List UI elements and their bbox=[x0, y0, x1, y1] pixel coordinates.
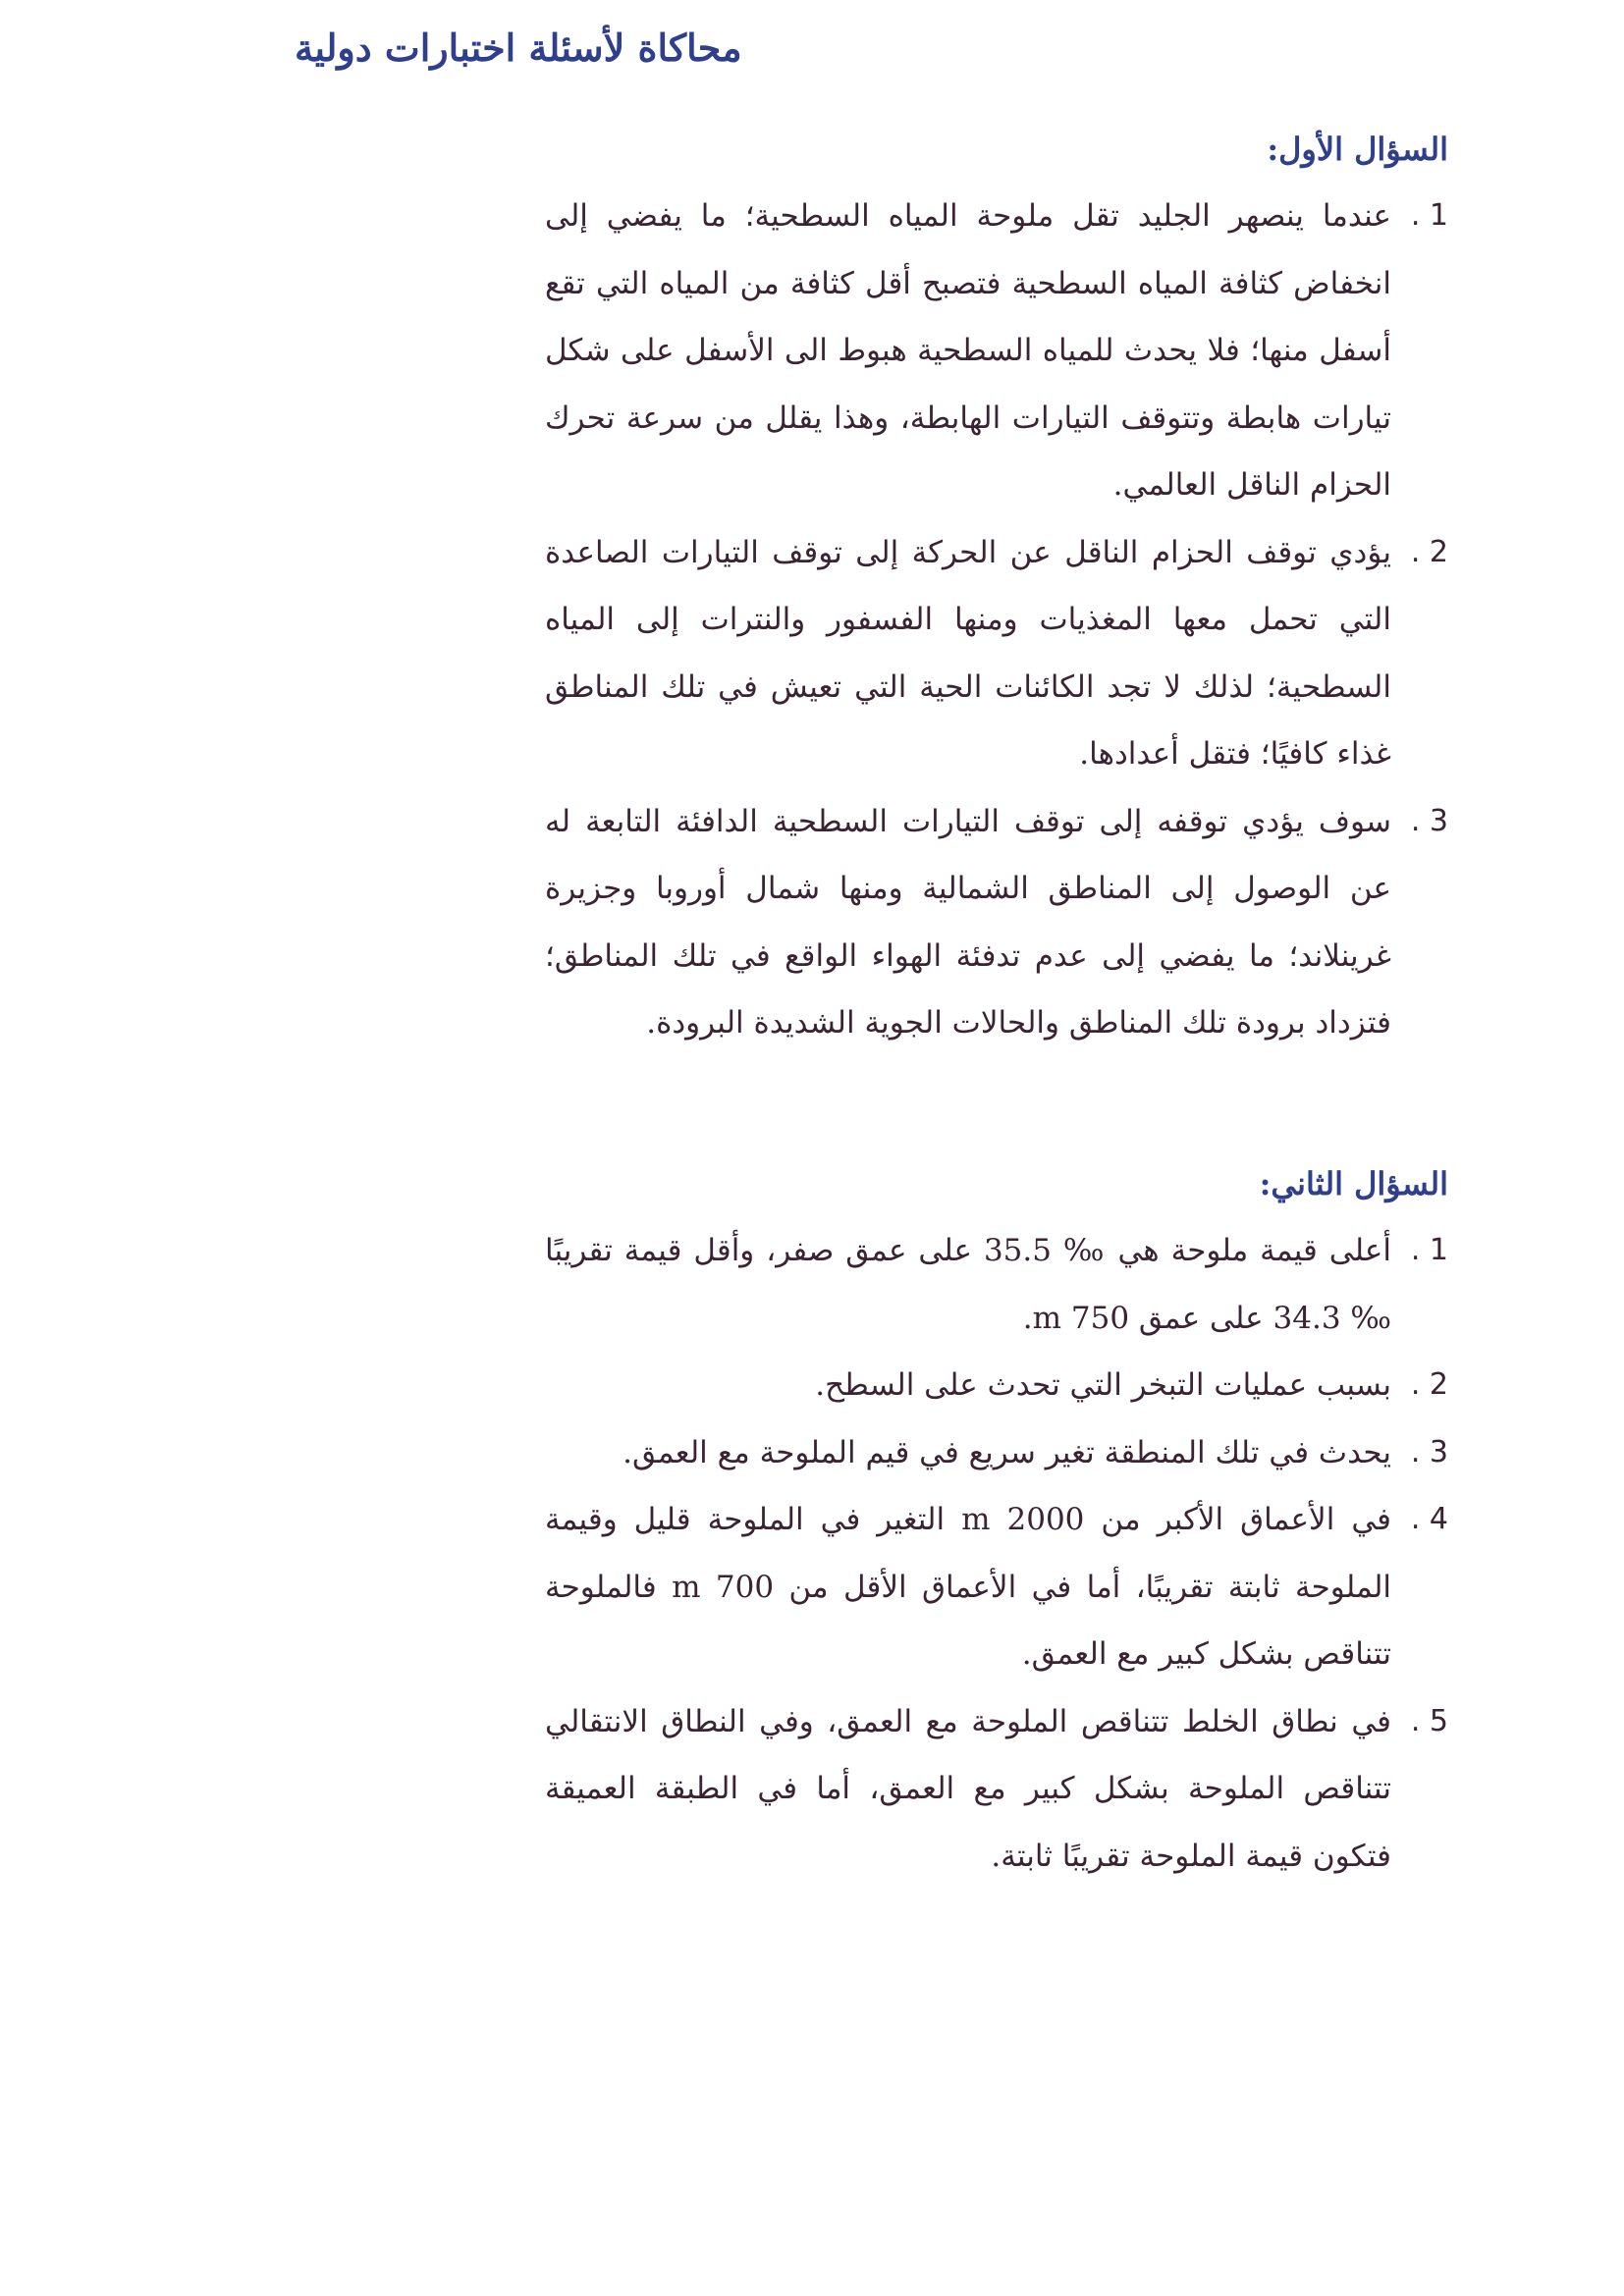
question-2-title: السؤال الثاني: bbox=[1259, 1165, 1448, 1202]
question-2-answer-1 bbox=[545, 1217, 1448, 1352]
answer-number: 5 . bbox=[1410, 1703, 1448, 1738]
answer-number: 3 . bbox=[1410, 803, 1448, 838]
answer-number: 2 . bbox=[1410, 1367, 1448, 1402]
question-2-answer-3 bbox=[545, 1419, 1448, 1487]
answer-number: 3 . bbox=[1410, 1434, 1448, 1469]
answer-number: 4 . bbox=[1410, 1502, 1448, 1536]
answer-number: 2 . bbox=[1410, 534, 1448, 569]
question-1-title: السؤال الأول: bbox=[1267, 131, 1448, 168]
question-1-section bbox=[545, 126, 1448, 1057]
answer-text: يؤدي توقف الحزام الناقل عن الحركة إلى توقف التيارات الصاعدة التي تحمل معها المغذيات ومنها الفسفور والنترات إلى المياه السطحية؛ لذلك لا تجد الكائنات الحية التي تعيش في تلك المناطق غذاء كافيًا؛ فتقل أعدادها. bbox=[545, 534, 1391, 772]
answer-number: 1 . bbox=[1410, 1233, 1448, 1267]
question-1-answer-1 bbox=[545, 183, 1448, 519]
question-2-answer-4 bbox=[545, 1486, 1448, 1688]
question-1-answer-3 bbox=[545, 788, 1448, 1057]
answer-text: أعلى قيمة ملوحة هي ‰ 35.5 على عمق صفر، وأقل قيمة تقريبًا ‰ 34.3 على عمق 750 m. bbox=[545, 1233, 1391, 1336]
answer-text: بسبب عمليات التبخر التي تحدث على السطح. bbox=[815, 1367, 1391, 1403]
answer-text: في نطاق الخلط تتناقص الملوحة مع العمق، وفي النطاق الانتقالي تتناقص الملوحة بشكل كبير مع العمق، أما في الطبقة العميقة فتكون قيمة الملوحة تقريبًا ثابتة. bbox=[545, 1703, 1391, 1874]
answer-text: في الأعماق الأكبر من 2000 m التغير في الملوحة قليل وقيمة الملوحة ثابتة تقريبًا، أما في الأعماق الأقل من 700 m فالملوحة تتناقص بشكل كبير مع العمق. bbox=[545, 1502, 1392, 1672]
answer-text: سوف يؤدي توقفه إلى توقف التيارات السطحية الدافئة التابعة له عن الوصول إلى المناطق الشمالية ومنها شمال أوروبا وجزيرة غرينلاند؛ ما يفضي إلى عدم تدفئة الهواء الواقع في تلك المناطق؛ فتزداد برودة تلك المناطق والحالات الجوية الشديدة البرودة. bbox=[545, 803, 1391, 1041]
answer-text: يحدث في تلك المنطقة تغير سريع في قيم الملوحة مع العمق. bbox=[623, 1434, 1391, 1470]
answer-number: 1 . bbox=[1410, 198, 1448, 233]
page-title bbox=[295, 26, 746, 70]
question-2-answer-5 bbox=[545, 1688, 1448, 1891]
question-2-answer-2 bbox=[545, 1352, 1448, 1419]
page-title-text: محاكاة لأسئلة اختبارات دولية bbox=[295, 26, 742, 70]
question-2-section bbox=[545, 1160, 1448, 1890]
answer-text: عندما ينصهر الجليد تقل ملوحة المياه السطحية؛ ما يفضي إلى انخفاض كثافة المياه السطحية فتصبح أقل كثافة من المياه التي تقع أسفل منها؛ فلا يحدث للمياه السطحية هبوط الى الأسفل على شكل تيارات هابطة وتتوقف التيارات الهابطة، وهذا يقلل من سرعة تحرك الحزام الناقل العالمي. bbox=[545, 198, 1391, 503]
question-1-answer-2 bbox=[545, 519, 1448, 788]
